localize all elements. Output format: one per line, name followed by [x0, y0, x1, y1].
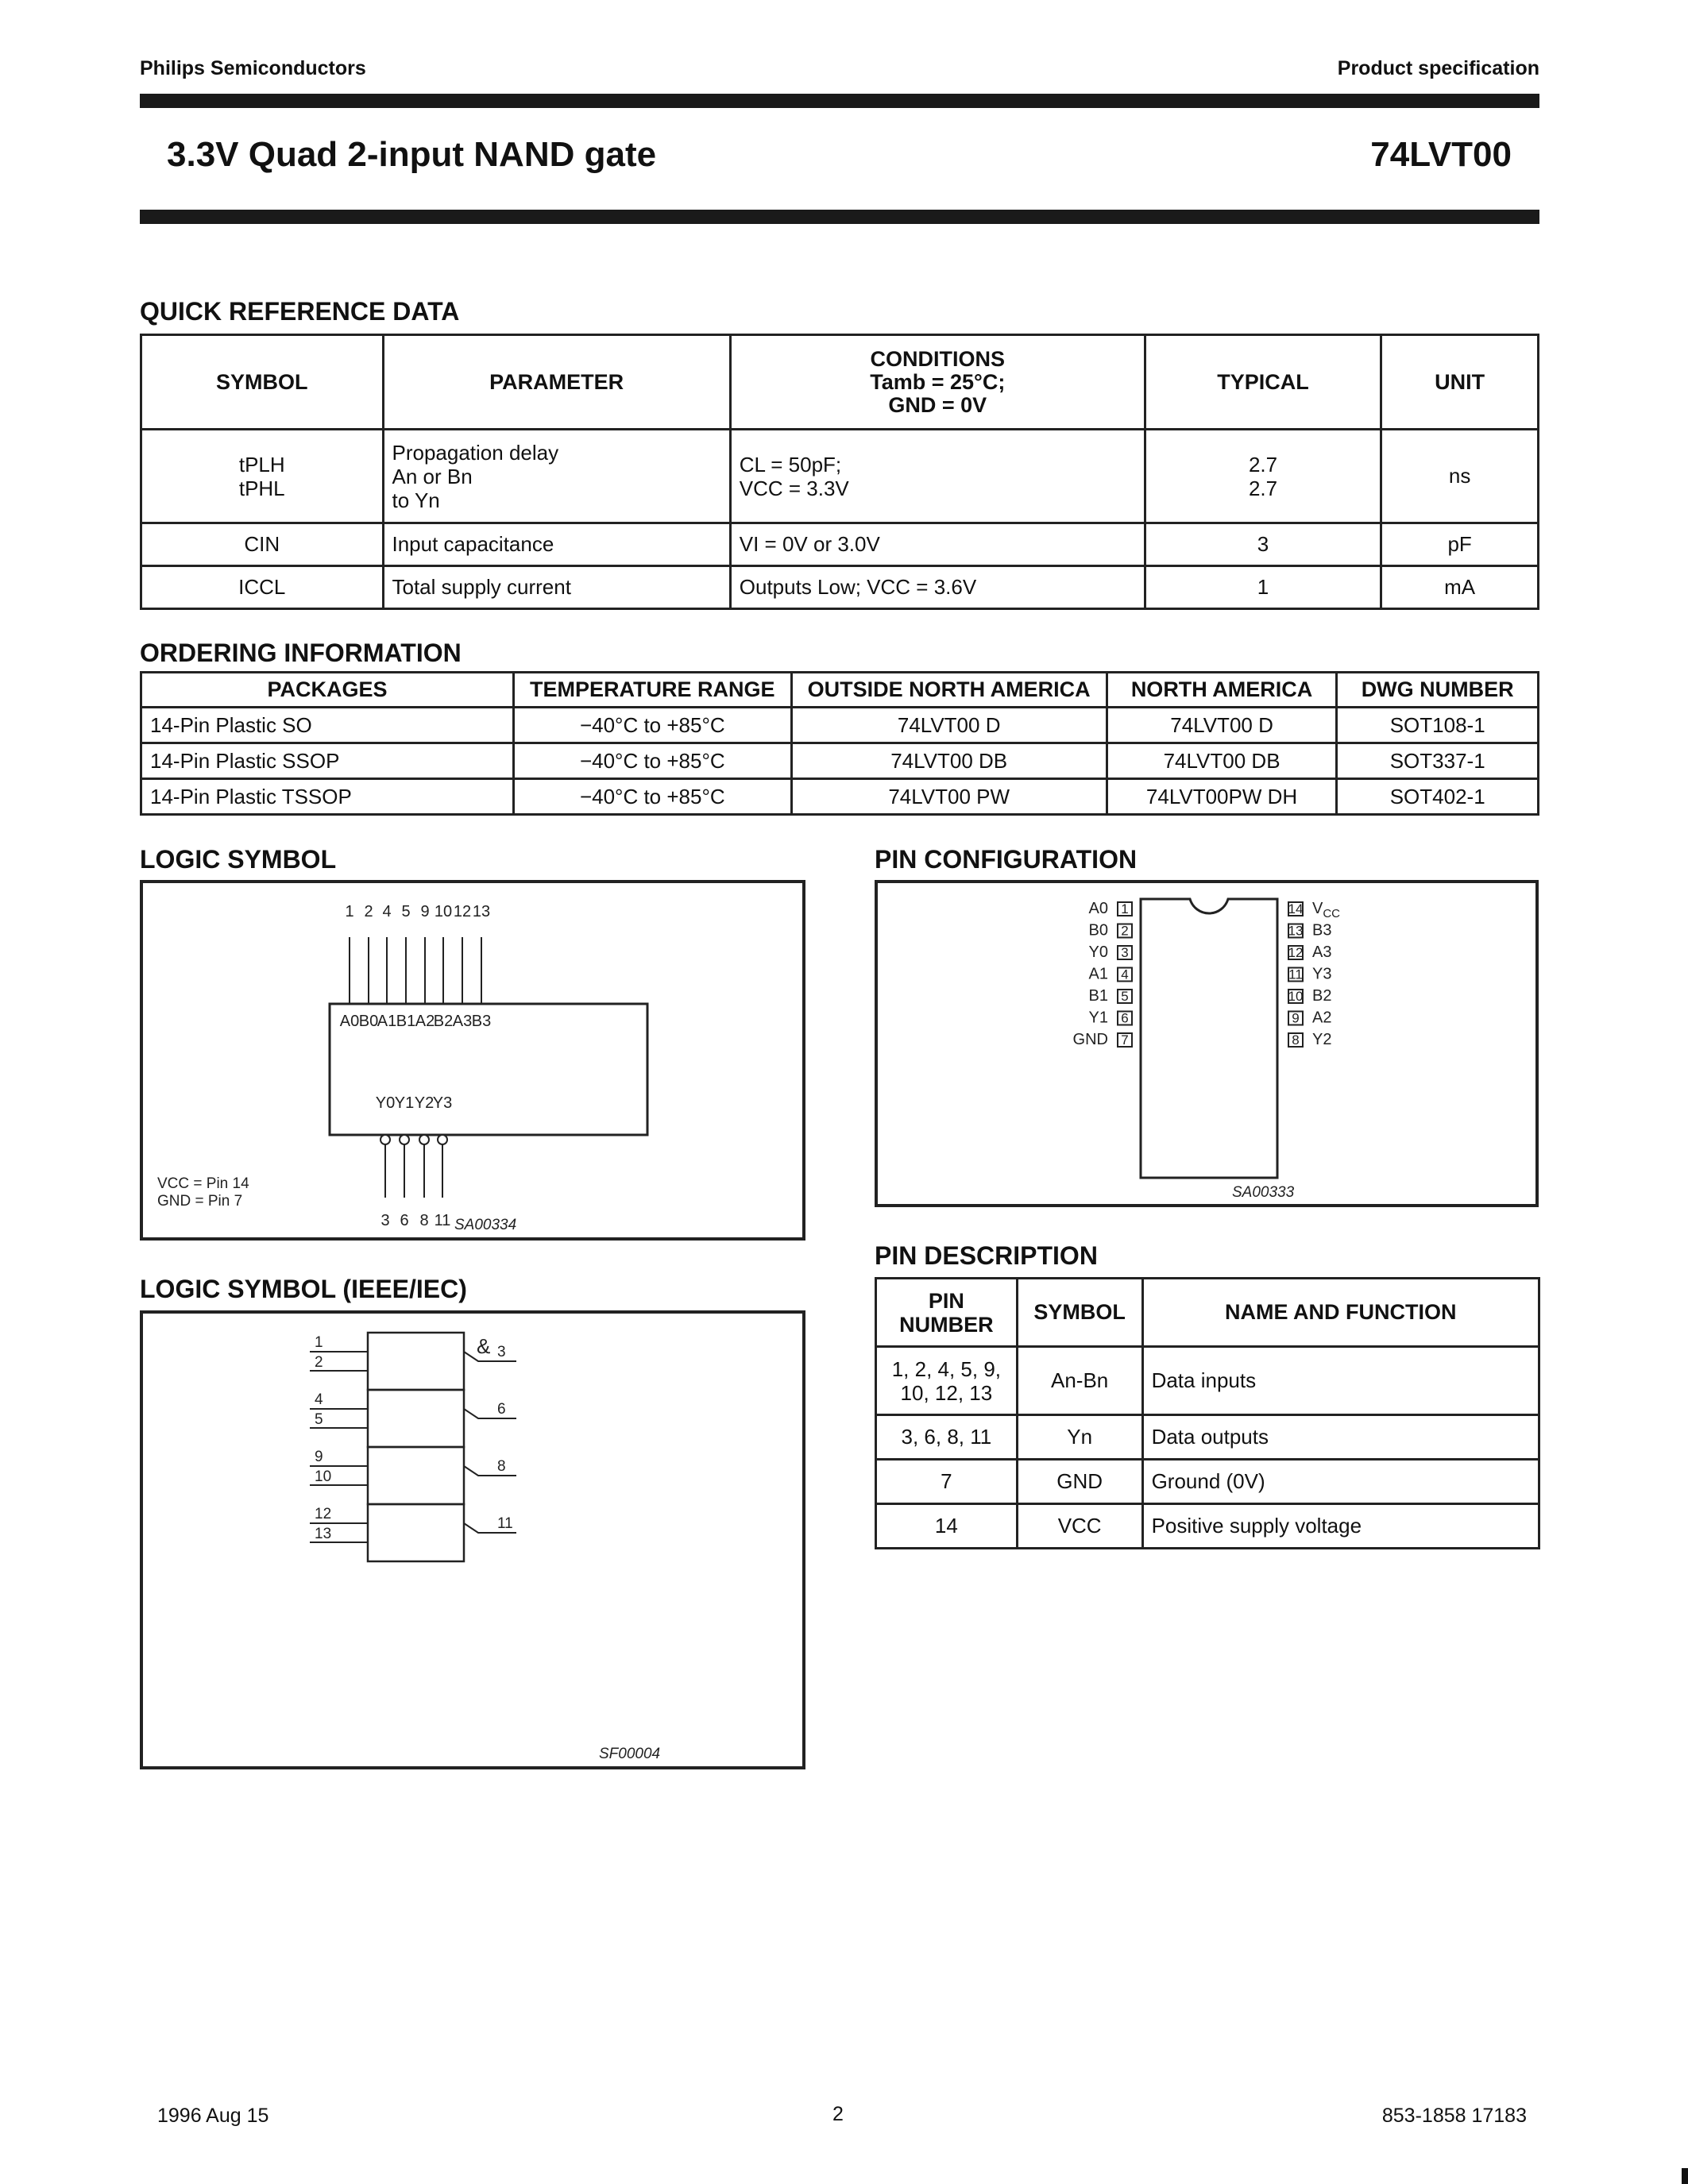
pin-desc-head: NAME AND FUNCTION [1142, 1279, 1539, 1347]
qrd-cond: CL = 50pF; [739, 452, 842, 477]
ordering-cell: −40°C to +85°C [514, 779, 792, 815]
header-rule-top [140, 94, 1539, 108]
pin-name: A3 [1312, 943, 1332, 961]
qrd-typ: 1 [1145, 566, 1381, 609]
ordering-cell: 74LVT00 D [1107, 708, 1337, 743]
table-row [141, 743, 1539, 779]
input-label: A2 [415, 1013, 435, 1030]
qrd-param: Input capacitance [383, 523, 730, 566]
pin-desc-symbol: Yn [1017, 1415, 1142, 1460]
pin-number: 5 [1121, 989, 1129, 1004]
pin-name: A0 [1088, 900, 1108, 917]
pin-desc-pins: 3, 6, 8, 11 [876, 1415, 1018, 1460]
ordering-cell: SOT402-1 [1337, 779, 1539, 815]
qrd-unit: mA [1381, 566, 1539, 609]
qrd-head-parameter: PARAMETER [383, 335, 730, 430]
output-pin-number: 3 [497, 1344, 506, 1360]
qrd-head-symbol: SYMBOL [141, 335, 384, 430]
company-name: Philips Semiconductors [140, 57, 366, 79]
ordering-head: TEMPERATURE RANGE [514, 673, 792, 708]
pin-desc-pins: 1, 2, 4, 5, 9, [891, 1356, 1002, 1381]
output-label: Y2 [414, 1094, 435, 1112]
iec-symbol-box [140, 1310, 805, 1769]
figure-code: SA00334 [454, 1217, 517, 1233]
iec-gates [310, 1333, 516, 1561]
output-label: Y0 [375, 1094, 396, 1112]
input-pin-number: 12 [315, 1506, 332, 1522]
input-label: B1 [396, 1013, 416, 1030]
logic-symbol-diagram [143, 883, 809, 1244]
pin-name: B1 [1088, 987, 1108, 1005]
pin-desc-pins: 14 [876, 1504, 1018, 1549]
pin-config-diagram [878, 883, 1542, 1210]
iec-symbol-title: LOGIC SYMBOL (IEEE/IEC) [140, 1275, 467, 1303]
pin-number: 7 [1121, 1032, 1129, 1048]
pin-desc-pins: 10, 12, 13 [900, 1380, 993, 1405]
qrd-symbol: tPLH [238, 452, 285, 477]
qrd-head-typical: TYPICAL [1145, 335, 1381, 430]
pin-number: 6 [1121, 1010, 1129, 1026]
qrd-typ: 2.7 [1248, 476, 1278, 500]
qrd-unit: ns [1381, 430, 1539, 523]
ordering-cell: 74LVT00PW DH [1107, 779, 1337, 815]
pin-desc-name: Data inputs [1142, 1347, 1539, 1415]
footer-date: 1996 Aug 15 [157, 2105, 269, 2127]
nand-gate [368, 1390, 464, 1447]
page-title: 3.3V Quad 2-input NAND gate [167, 135, 657, 174]
input-pin-number: 2 [364, 903, 373, 920]
pin-number: 8 [1292, 1032, 1300, 1048]
part-number: 74LVT00 [1370, 135, 1512, 174]
ordering-cell: 74LVT00 PW [791, 779, 1107, 815]
qrd-symbol: CIN [141, 523, 384, 566]
pin-name: A2 [1312, 1009, 1332, 1027]
pin-number: 1 [1121, 901, 1129, 916]
input-pin-number: 2 [315, 1354, 323, 1371]
pin-desc-name: Data outputs [1142, 1415, 1539, 1460]
nand-gate [368, 1333, 464, 1390]
table-row [141, 779, 1539, 815]
ordering-cell: 74LVT00 D [791, 708, 1107, 743]
ordering-cell: −40°C to +85°C [514, 743, 792, 779]
output-pins [376, 1094, 452, 1229]
output-pin-number: 11 [497, 1515, 513, 1532]
input-label: B0 [358, 1013, 379, 1030]
input-pin-number: 13 [315, 1526, 332, 1542]
qrd-cond-line3: GND = 0V [888, 392, 987, 417]
qrd-head-conditions [730, 335, 1145, 430]
logic-symbol-title: LOGIC SYMBOL [140, 845, 337, 874]
table-row [141, 523, 1539, 566]
pin-number: 10 [1288, 989, 1304, 1004]
pin-desc-symbol: VCC [1017, 1504, 1142, 1549]
pin-name: B2 [1312, 987, 1332, 1005]
output-line [464, 1466, 516, 1476]
inversion-bubble [438, 1135, 447, 1144]
qrd-param: to Yn [392, 488, 440, 512]
ordering-title: ORDERING INFORMATION [140, 639, 462, 667]
pin-name: $V_{CC}$ [1312, 900, 1341, 920]
pin-number: 12 [1288, 945, 1304, 960]
ordering-head: NORTH AMERICA [1107, 673, 1337, 708]
input-label: A3 [452, 1013, 473, 1030]
pin-config-title: PIN CONFIGURATION [875, 845, 1138, 874]
qrd-param: Total supply current [383, 566, 730, 609]
pin-desc-name: Positive supply voltage [1142, 1504, 1539, 1549]
pin-number: 9 [1292, 1010, 1300, 1026]
figure-code: SF00004 [599, 1746, 661, 1762]
output-pin-number: 3 [380, 1212, 390, 1229]
qrd-cond: VI = 0V or 3.0V [730, 523, 1145, 566]
iec-symbol-diagram [143, 1314, 809, 1773]
input-pins [340, 903, 491, 1030]
inversion-bubble [419, 1135, 429, 1144]
table-row [141, 708, 1539, 743]
qrd-title: QUICK REFERENCE DATA [140, 297, 460, 326]
pin-desc-name: Ground (0V) [1142, 1460, 1539, 1504]
pin-number: 11 [1288, 967, 1303, 982]
figure-code: SA00333 [1232, 1184, 1295, 1201]
output-label: Y1 [394, 1094, 415, 1112]
input-pin-number: 1 [315, 1334, 323, 1351]
input-pin-number: 9 [420, 903, 430, 920]
input-label: A0 [339, 1013, 360, 1030]
pin-desc-symbol: GND [1017, 1460, 1142, 1504]
qrd-head-unit: UNIT [1381, 335, 1539, 430]
input-label: B3 [471, 1013, 492, 1030]
pin-number: 3 [1121, 945, 1129, 960]
pin-number: 14 [1288, 901, 1304, 916]
qrd-cond: Outputs Low; VCC = 3.6V [730, 566, 1145, 609]
output-pin-number: 11 [434, 1212, 451, 1229]
qrd-cond-line2: Tamb = 25°C; [870, 369, 1006, 394]
qrd-cond-line1: CONDITIONS [870, 346, 1006, 371]
pin-desc-head: SYMBOL [1017, 1279, 1142, 1347]
pin-desc-symbol: An-Bn [1017, 1347, 1142, 1415]
pin-name: GND [1072, 1031, 1108, 1048]
nand-gate [368, 1504, 464, 1561]
input-pin-number: 5 [401, 903, 411, 920]
ordering-cell: 74LVT00 DB [791, 743, 1107, 779]
input-pin-number: 4 [382, 903, 392, 920]
pin-name: Y2 [1312, 1031, 1332, 1048]
pin-name: Y0 [1088, 943, 1108, 961]
nand-gate [368, 1447, 464, 1504]
table-row [141, 430, 1539, 523]
input-pin-number: 9 [315, 1449, 323, 1465]
vcc-note: VCC = Pin 14 [157, 1175, 249, 1192]
ordering-cell: 14-Pin Plastic SO [141, 708, 514, 743]
qrd-param: An or Bn [392, 464, 473, 488]
output-line [464, 1409, 516, 1418]
qrd-unit: pF [1381, 523, 1539, 566]
ordering-cell: 74LVT00 DB [1107, 743, 1337, 779]
header-rule-bottom [140, 210, 1539, 224]
logic-symbol-box [140, 880, 805, 1241]
output-pin-number: 6 [400, 1212, 409, 1229]
inversion-bubble [400, 1135, 409, 1144]
pin-number: 2 [1121, 923, 1129, 939]
footer-page: 2 [832, 2103, 844, 2125]
pin-name: Y1 [1088, 1009, 1108, 1027]
qrd-typ: 2.7 [1248, 452, 1278, 477]
ic-package [1141, 899, 1277, 1178]
pin-desc-table [875, 1277, 1540, 1549]
qrd-symbol: tPHL [238, 476, 285, 500]
pin-desc-title: PIN DESCRIPTION [875, 1241, 1098, 1270]
gnd-note: GND = Pin 7 [157, 1193, 243, 1210]
footer-doc-code: 853-1858 17183 [1381, 2105, 1527, 2127]
crop-mark [1682, 2168, 1688, 2184]
qrd-cond: VCC = 3.3V [739, 476, 849, 500]
input-pin-number: 10 [434, 903, 453, 920]
ic-pins [1073, 900, 1341, 1048]
ordering-cell: SOT337-1 [1337, 743, 1539, 779]
pin-name: B0 [1088, 921, 1108, 940]
doc-type: Product specification [1337, 57, 1539, 79]
ordering-head: OUTSIDE NORTH AMERICA [791, 673, 1107, 708]
input-pin-number: 5 [315, 1411, 323, 1428]
pin-desc-head: PIN [928, 1288, 964, 1313]
table-row [141, 566, 1539, 609]
ordering-cell: 14-Pin Plastic SSOP [141, 743, 514, 779]
output-pin-number: 6 [497, 1401, 506, 1418]
ordering-cell: 14-Pin Plastic TSSOP [141, 779, 514, 815]
ordering-head: DWG NUMBER [1337, 673, 1539, 708]
pin-number: 4 [1121, 967, 1129, 982]
qrd-table [140, 334, 1539, 610]
input-pin-number: 13 [472, 903, 491, 920]
input-pin-number: 4 [315, 1391, 323, 1408]
qrd-param: Propagation delay [392, 440, 559, 465]
pin-number: 13 [1288, 923, 1304, 939]
inversion-bubble [380, 1135, 390, 1144]
input-label: A1 [377, 1013, 397, 1030]
pin-name: B3 [1312, 921, 1332, 940]
pin-name: Y3 [1312, 965, 1332, 983]
output-pin-number: 8 [419, 1212, 429, 1229]
ordering-head: PACKAGES [141, 673, 514, 708]
output-pin-number: 8 [497, 1458, 506, 1475]
table-row [876, 1415, 1539, 1460]
input-pin-number: 1 [345, 903, 354, 920]
pin-desc-pins: 7 [876, 1460, 1018, 1504]
and-symbol: & [477, 1334, 491, 1358]
qrd-typ: 3 [1145, 523, 1381, 566]
table-row [876, 1504, 1539, 1549]
input-pin-number: 10 [315, 1468, 332, 1485]
ordering-table [140, 671, 1539, 816]
qrd-symbol: ICCL [141, 566, 384, 609]
input-pin-number: 12 [453, 903, 472, 920]
pin-config-box [875, 880, 1539, 1207]
ordering-cell: −40°C to +85°C [514, 708, 792, 743]
input-label: B2 [433, 1013, 454, 1030]
table-row [876, 1347, 1539, 1415]
pin-desc-head: NUMBER [899, 1312, 994, 1337]
table-row [876, 1460, 1539, 1504]
ordering-cell: SOT108-1 [1337, 708, 1539, 743]
output-label: Y3 [432, 1094, 453, 1112]
pin-name: A1 [1088, 965, 1108, 983]
